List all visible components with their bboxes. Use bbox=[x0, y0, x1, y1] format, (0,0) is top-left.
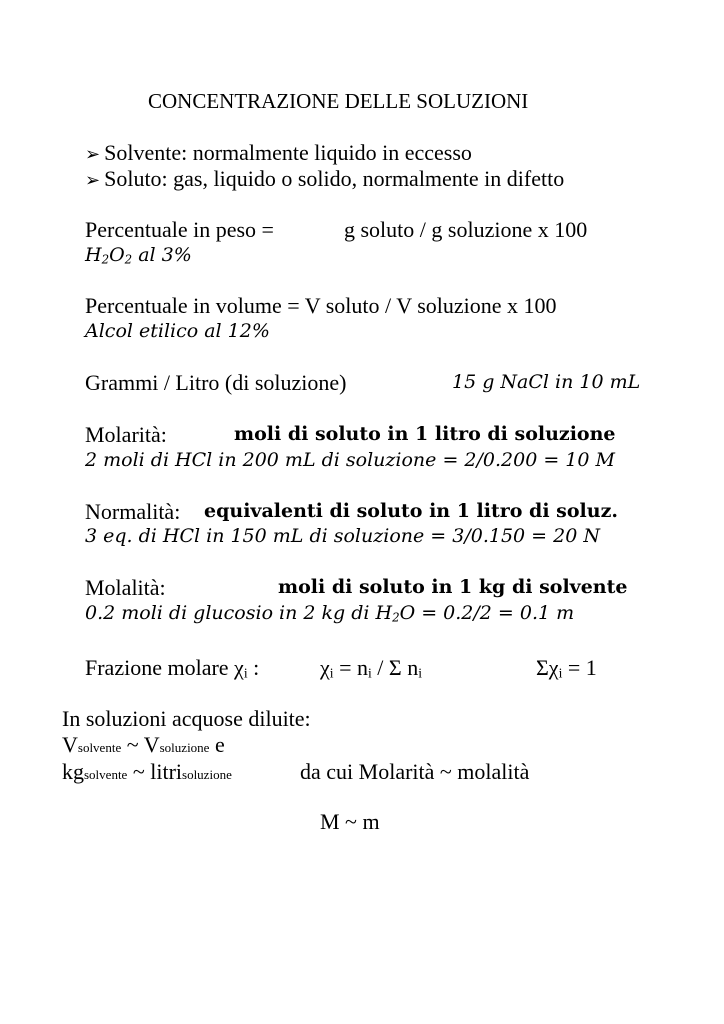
molalita-label: Molalità: bbox=[85, 575, 166, 600]
molalita-definition: moli di soluto in 1 kg di solvente bbox=[278, 576, 628, 598]
molarita-label: Molarità: bbox=[85, 422, 167, 447]
solvente-sub: solvente bbox=[84, 767, 128, 782]
diluite-heading: In soluzioni acquose diluite: bbox=[62, 706, 311, 731]
volume-label: Percentuale in volume = V soluto / V soluzione x 100 bbox=[85, 293, 557, 318]
frazione-text: Frazione molare χ bbox=[85, 655, 244, 680]
equals-one: = 1 bbox=[562, 655, 597, 680]
peso-example-rest: al 3% bbox=[132, 244, 192, 266]
subscript-i: i bbox=[243, 665, 248, 681]
molalita-example-post: O = 0.2/2 = 0.1 m bbox=[399, 602, 575, 624]
molalita-example-pre: 0.2 moli di glucosio in 2 kg di H bbox=[85, 602, 393, 624]
conclusion-text: da cui Molarità ~ molalità bbox=[300, 759, 530, 784]
subscript-i: i bbox=[367, 665, 372, 681]
peso-formula: g soluto / g soluzione x 100 bbox=[344, 217, 588, 242]
subscript-2: 2 bbox=[101, 252, 110, 267]
soluto-text: Soluto: gas, liquido o solido, normalmente in difetto bbox=[104, 166, 565, 191]
frazione-label bbox=[85, 655, 259, 682]
colon: : bbox=[247, 655, 260, 680]
bullet-soluto bbox=[85, 166, 564, 192]
subscript-i: i bbox=[558, 665, 563, 681]
volume-example: Alcol etilico al 12% bbox=[85, 320, 270, 342]
molalita-example bbox=[85, 602, 574, 624]
v-letter: V bbox=[62, 732, 78, 757]
slash-sigma-n: / Σ n bbox=[371, 655, 419, 680]
page-title: CONCENTRAZIONE DELLE SOLUZIONI bbox=[148, 89, 529, 113]
tilde-litri: ~ litri bbox=[127, 759, 183, 784]
peso-label: Percentuale in peso = bbox=[85, 217, 274, 242]
sigma-chi: Σχ bbox=[536, 655, 559, 680]
subscript-i: i bbox=[329, 665, 334, 681]
equals-n: = n bbox=[333, 655, 368, 680]
normalita-label: Normalità: bbox=[85, 499, 181, 524]
frazione-formula bbox=[320, 655, 422, 682]
subscript-2: 2 bbox=[392, 610, 400, 625]
soluzione-sub: soluzione bbox=[182, 767, 232, 782]
subscript-2: 2 bbox=[124, 252, 133, 267]
subscript-i: i bbox=[418, 665, 422, 681]
h-letter: H bbox=[85, 244, 102, 266]
arrow-bullet-icon: ➢ bbox=[85, 170, 101, 190]
e-word: e bbox=[209, 732, 225, 757]
molarita-example: 2 moli di HCl in 200 mL di soluzione = 2/0.200 = 10 M bbox=[85, 449, 615, 471]
normalita-example: 3 eq. di HCl in 150 mL di soluzione = 3/0.150 = 20 N bbox=[85, 525, 600, 547]
normalita-definition: equivalenti di soluto in 1 litro di soluz. bbox=[204, 500, 618, 522]
grammi-example: 15 g NaCl in 10 mL bbox=[452, 371, 641, 393]
final-approx: M ~ m bbox=[320, 809, 380, 834]
chi-symbol: χ bbox=[320, 655, 330, 680]
solvente-sub: solvente bbox=[77, 740, 122, 755]
kg-text: kg bbox=[62, 759, 84, 784]
bullet-solvente bbox=[85, 140, 472, 166]
solvente-text: Solvente: normalmente liquido in eccesso bbox=[104, 140, 472, 165]
tilde-v: ~ V bbox=[121, 732, 160, 757]
peso-example bbox=[85, 244, 192, 266]
volume-approx bbox=[62, 732, 225, 758]
molarita-definition: moli di soluto in 1 litro di soluzione bbox=[234, 423, 616, 445]
mass-approx bbox=[62, 759, 232, 785]
o-letter: O bbox=[109, 244, 125, 266]
arrow-bullet-icon: ➢ bbox=[85, 144, 101, 164]
grammi-label: Grammi / Litro (di soluzione) bbox=[85, 370, 347, 395]
frazione-sum bbox=[536, 655, 597, 682]
soluzione-sub: soluzione bbox=[159, 740, 210, 755]
